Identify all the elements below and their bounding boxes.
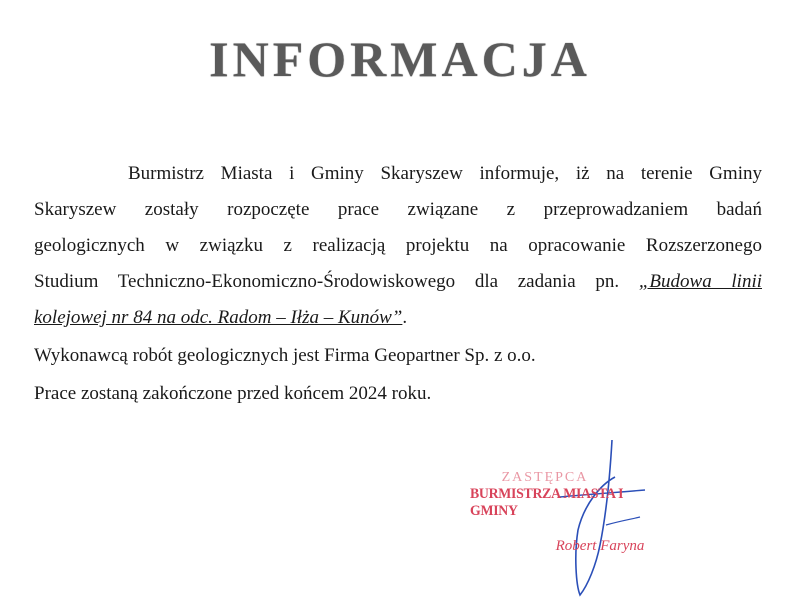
body-line-3: geologicznych w związku z realizacją projektu na opracowanie Rozszerzonego bbox=[34, 235, 762, 256]
body-line-4 bbox=[34, 264, 762, 300]
body-paragraph bbox=[34, 156, 762, 336]
completion-line: Prace zostaną zakończone przed końcem 2024 roku. bbox=[34, 383, 432, 404]
body-line-2: Skaryszew zostały rozpoczęte prace związane z przeprowadzaniem badań bbox=[34, 199, 762, 220]
project-name-part-1: „Budowa linii bbox=[638, 271, 762, 292]
project-name-part-2: kolejowej nr 84 na odc. Radom – Iłża – Kunów” bbox=[34, 307, 403, 328]
stamp-name: Robert Faryna bbox=[555, 538, 645, 554]
body-line-5 bbox=[34, 300, 762, 336]
stamp-title: BURMISTRZA MIASTA I GMINY bbox=[470, 486, 624, 519]
contractor-line: Wykonawcą robót geologicznych jest Firma Geopartner Sp. z o.o. bbox=[34, 345, 536, 366]
official-stamp bbox=[470, 470, 690, 555]
body-line-1: Burmistrz Miasta i Gminy Skaryszew informuje, iż na terenie Gminy bbox=[128, 163, 762, 184]
stamp-deputy-label: ZASTĘPCA bbox=[501, 470, 589, 485]
body-line-5-period: . bbox=[402, 307, 408, 328]
body-line-4-text: Studium Techniczno-Ekonomiczno-Środowiskowego dla zadania pn. bbox=[34, 271, 620, 292]
document-title: INFORMACJA bbox=[209, 31, 591, 87]
